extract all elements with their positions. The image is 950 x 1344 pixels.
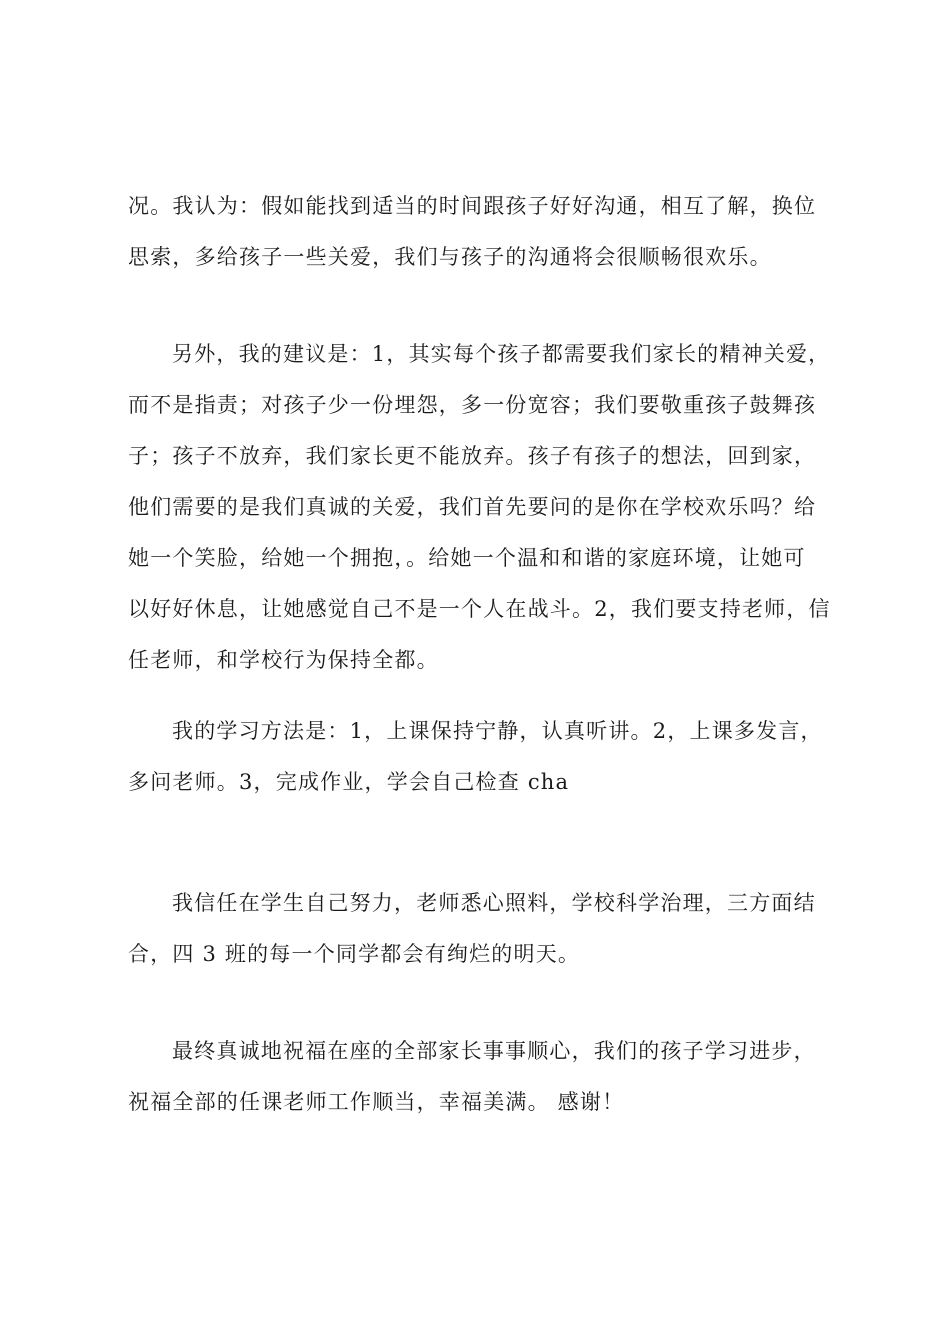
text-line: 思索，多给孩子一些关爱，我们与孩子的沟通将会很顺畅很欢乐。 xyxy=(128,245,772,269)
text-line: 合，四 3 班的每一个同学都会有绚烂的明天。 xyxy=(128,942,581,966)
paragraph-closing-wishes xyxy=(128,1026,833,1128)
text-line: 最终真诚地祝福在座的全部家长事事顺心，我们的孩子学习进步， xyxy=(172,1039,816,1063)
paragraph-conclusion-communication xyxy=(128,181,833,283)
paragraph-study-methods xyxy=(128,706,833,808)
text-line: 他们需要的是我们真诚的关爱，我们首先要问的是你在学校欢乐吗？给 xyxy=(128,495,817,519)
text-line: 祝福全部的任课老师工作顺当，幸福美满。 感谢！ xyxy=(128,1090,625,1114)
text-line: 况。我认为：假如能找到适当的时间跟孩子好好沟通，相互了解，换位 xyxy=(128,194,817,218)
paragraph-suggestions xyxy=(128,329,833,686)
text-line: 任老师，和学校行为保持全都。 xyxy=(128,648,439,672)
paragraph-belief xyxy=(128,878,833,980)
text-line: 我的学习方法是：1，上课保持宁静，认真听讲。2，上课多发言， xyxy=(172,719,823,743)
text-line: 子；孩子不放弃，我们家长更不能放弃。孩子有孩子的想法，回到家， xyxy=(128,444,817,468)
text-line: 而不是指责；对孩子少一份埋怨，多一份宽容；我们要敬重孩子鼓舞孩 xyxy=(128,393,817,417)
text-line: 她一个笑脸，给她一个拥抱，。给她一个温和和谐的家庭环境，让她可 xyxy=(128,546,806,570)
text-line: 多问老师。3，完成作业，学会自己检查 cha xyxy=(128,770,570,794)
text-line: 另外，我的建议是：1，其实每个孩子都需要我们家长的精神关爱， xyxy=(172,342,831,366)
text-line: 我信任在学生自己努力，老师悉心照料，学校科学治理，三方面结 xyxy=(172,891,816,915)
text-line: 以好好休息，让她感觉自己不是一个人在战斗。2，我们要支持老师，信 xyxy=(128,597,831,621)
